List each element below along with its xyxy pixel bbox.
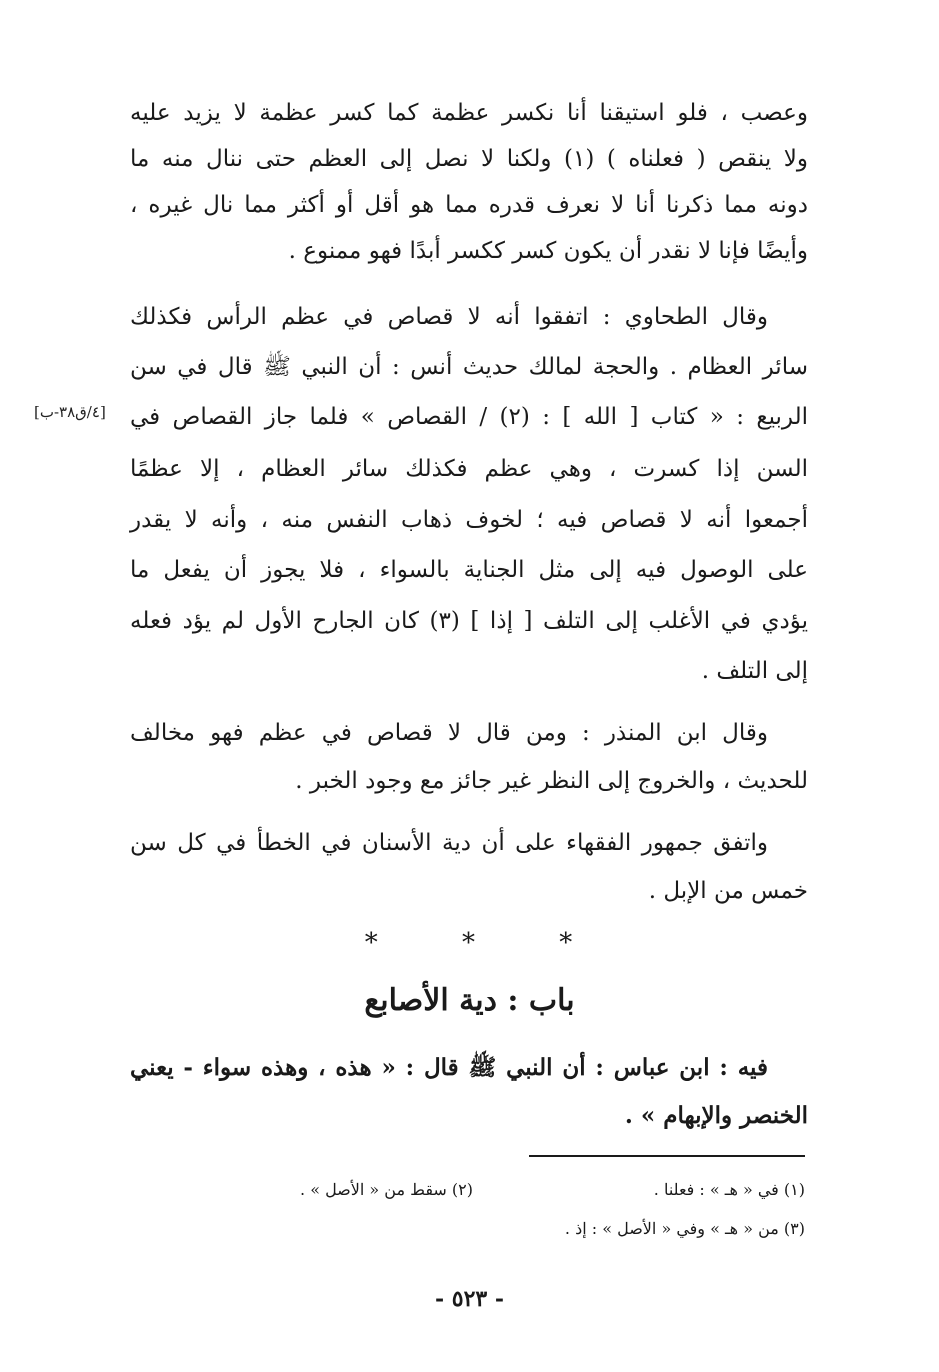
- footnote-divider: [529, 1155, 805, 1157]
- text-line: سائر العظام . والحجة لمالك حديث أنس : أن النبي ﷺ قال في سن: [130, 354, 808, 380]
- text-line: يؤدي في الأغلب إلى التلف [ إذا ] (٣) كان الجارح الأول لم يؤد فعله: [130, 608, 808, 634]
- text-line: أجمعوا أنه لا قصاص فيه ؛ لخوف ذهاب النفس منه ، وأنه لا يقدر: [130, 507, 808, 533]
- text-line: فيه : ابن عباس : أن النبي ﷺ قال : « هذه ، وهذه سواء - يعني: [130, 1054, 768, 1081]
- paragraph-4: [130, 820, 808, 916]
- text-line: للحديث ، والخروج إلى النظر غير جائز مع وجود الخبر .: [295, 768, 808, 794]
- separator-star: *: [364, 928, 380, 958]
- section-separator: [0, 928, 939, 958]
- separator-star: *: [559, 928, 575, 958]
- text-line: واتفق جمهور الفقهاء على أن دية الأسنان في الخطأ في كل سن: [130, 830, 768, 856]
- text-line: خمس من الإبل .: [648, 878, 808, 904]
- text-line: إلى التلف .: [701, 658, 808, 684]
- text-line: وعصب ، فلو استيقنا أنا نكسر عظمة كما كسر عظمة لا يزيد عليه: [130, 100, 808, 126]
- paragraph-3: [130, 710, 808, 806]
- text-line: وقال ابن المنذر : ومن قال لا قصاص في عظم فهو مخالف: [130, 720, 768, 746]
- chapter-heading: باب : دية الأصابع: [364, 983, 575, 1018]
- text-line: وقال الطحاوي : اتفقوا أنه لا قصاص في عظم الرأس فكذلك: [130, 304, 768, 330]
- text-line: دونه مما ذكرنا أنا لا نعرف قدره مما هو أقل أو أكثر مما نال غيره ،: [130, 192, 808, 218]
- paragraph-2: [130, 294, 808, 694]
- margin-manuscript-note: [٤/ق٣٨-ب]: [34, 403, 106, 421]
- text-line: الخنصر والإبهام » .: [624, 1102, 808, 1129]
- footnote-1: (١) في « هـ » : فعلنا .: [653, 1180, 805, 1199]
- text-line: الربيع : « كتاب [ الله ] : (٢) / القصاص » فلما جاز القصاص في: [130, 404, 809, 430]
- hadith-text: [130, 1045, 808, 1141]
- text-line: على الوصول فيه إلى مثل الجناية بالسواء ، فلا يجوز أن يفعل ما: [130, 557, 808, 583]
- text-line: وأيضًا فإنا لا نقدر أن يكون كسر ككسر أبدًا فهو ممنوع .: [288, 238, 808, 264]
- footnote-2: (٢) سقط من « الأصل » .: [300, 1180, 473, 1199]
- footnote-3: (٣) من « هـ » وفي « الأصل » : إذ .: [564, 1219, 805, 1238]
- paragraph-1: [130, 90, 808, 274]
- text-line: السن إذا كسرت ، وهي عظم فكذلك سائر العظام ، إلا عظمًا: [130, 456, 808, 482]
- text-line: ولا ينقص ( فعلناه ) (١) ولكنا لا نصل إلى العظم حتى ننال منه ما: [130, 146, 808, 172]
- separator-star: *: [462, 928, 477, 958]
- page-number: - ٥٢٣ -: [434, 1286, 505, 1312]
